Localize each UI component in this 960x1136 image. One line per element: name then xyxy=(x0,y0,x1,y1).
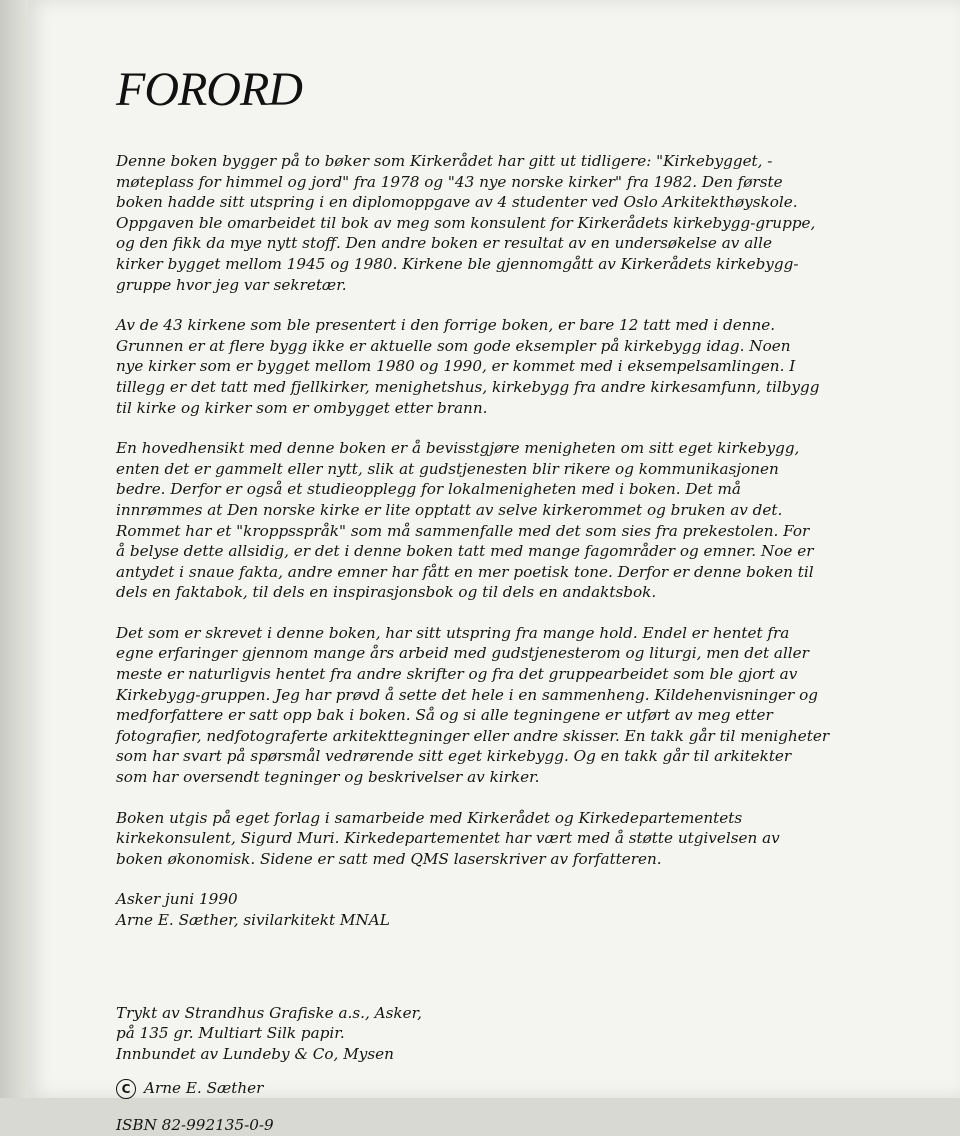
paragraph-line: boken hadde sitt utspring i en diplomoppgave av 4 studenter ved Oslo Arkitekthøyskole. xyxy=(116,193,798,212)
paragraph-line: Denne boken bygger på to bøker som Kirkerådet har gitt ut tidligere: "Kirkebygget, - xyxy=(116,152,773,170)
paragraph-line: bedre. Derfor er også et studieopplegg for lokalmenigheten med i boken. Det må xyxy=(116,480,741,499)
imprint-line: Trykt av Strandhus Grafiske a.s., Asker, xyxy=(116,1003,422,1022)
paragraph-line: meste er naturligvis hentet fra andre skrifter og fra det gruppearbeidet som ble gjort av xyxy=(116,665,798,684)
paragraph-line: medforfattere er satt opp bak i boken. Så og si alle tegningene er utført av meg etter xyxy=(116,706,773,725)
paragraph-line: Grunnen er at flere bygg ikke er aktuelle som gode eksempler på kirkebygg idag. Noen xyxy=(116,336,791,355)
page-title: FORORD xyxy=(116,63,302,116)
paragraph-line: En hovedhensikt med denne boken er å bevisstgjøre menigheten om sitt eget kirkebygg, xyxy=(116,439,800,458)
signature-author: Arne E. Sæther, sivilarkitekt MNAL xyxy=(116,911,390,929)
book-gutter xyxy=(0,0,28,1098)
paragraph-line: Oppgaven ble omarbeidet til bok av meg som konsulent for Kirkerådets kirkebygg-gruppe, xyxy=(116,213,816,232)
isbn-number: ISBN 82-992135-0-9 xyxy=(116,1115,274,1134)
paragraph-line: og den fikk da mye nytt stoff. Den andre boken er resultat av en undersøkelse av alle xyxy=(116,234,772,253)
imprint-block xyxy=(116,1003,906,1065)
paragraph-line: enten det er gammelt eller nytt, slik at gudstjenesten blir rikere og kommunikasjonen xyxy=(116,459,779,478)
foreword-content xyxy=(116,62,906,1136)
paragraph-line: til kirke og kirker som er ombygget etter brann. xyxy=(116,398,488,417)
paragraph-line: tillegg er det tatt med fjellkirker, menighetshus, kirkebygg fra andre kirkesamfunn, tilbygg xyxy=(116,377,820,396)
paragraph-line: nye kirker som er bygget mellom 1980 og 1990, er kommet med i eksempelsamlingen. I xyxy=(116,357,796,376)
paragraph-4 xyxy=(116,623,906,788)
paragraph-line: Det som er skrevet i denne boken, har sitt utspring fra mange hold. Endel er hentet fra xyxy=(116,623,790,642)
paragraph-line: innrømmes at Den norske kirke er lite opptatt av selve kirkerommet og bruken av det. xyxy=(116,500,783,519)
copyright-holder: Arne E. Sæther xyxy=(144,1079,264,1098)
paragraph-line: boken økonomisk. Sidene er satt med QMS laserskriver av forfatteren. xyxy=(116,849,662,868)
paragraph-line: møteplass for himmel og jord" fra 1978 og "43 nye norske kirker" fra 1982. Den første xyxy=(116,172,783,191)
paragraph-line: Boken utgis på eget forlag i samarbeide med Kirkerådet og Kirkedepartementets xyxy=(116,808,743,827)
isbn-line xyxy=(116,1115,906,1136)
paragraph-line: som har oversendt tegninger og beskrivelser av kirker. xyxy=(116,768,540,787)
paragraph-line: Rommet har et "kroppsspråk" som må sammenfalle med det som sies fra prekestolen. For xyxy=(116,521,810,540)
paragraph-3 xyxy=(116,438,906,603)
paragraph-line: å belyse dette allsidig, er det i denne boken tatt med mange fagområder og emner. Noe er xyxy=(116,542,814,561)
paragraph-line: Kirkebygg-gruppen. Jeg har prøvd å sette det hele i en sammenheng. Kildehenvisninger og xyxy=(116,685,819,704)
paragraph-5 xyxy=(116,808,906,870)
paragraph-line: kirkekonsulent, Sigurd Muri. Kirkedepartementet har vært med å støtte utgivelsen av xyxy=(116,829,780,848)
paragraph-line: antydet i snaue fakta, andre emner har fått en mer poetisk tone. Derfor er denne boken til xyxy=(116,562,814,581)
paragraph-line: som har svart på spørsmål vedrørende sitt eget kirkebygg. Og en takk går til arkitekter xyxy=(116,747,792,766)
paragraph-1 xyxy=(116,151,906,295)
paragraph-line: Av de 43 kirkene som ble presentert i den forrige boken, er bare 12 tatt med i denne. xyxy=(116,316,776,335)
paragraph-line: dels en faktabok, til dels en inspirasjonsbok og til dels en andaktsbok. xyxy=(116,583,657,602)
paragraph-line: kirker bygget mellom 1945 og 1980. Kirkene ble gjennomgått av Kirkerådets kirkebygg- xyxy=(116,254,799,273)
paragraph-line: egne erfaringer gjennom mange års arbeid med gudstjenesterom og liturgi, men det aller xyxy=(116,644,809,663)
copyright-line xyxy=(116,1078,906,1099)
signature-date: Asker juni 1990 xyxy=(116,890,238,909)
paragraph-2 xyxy=(116,315,906,418)
imprint-line: Innbundet av Lundeby & Co, Mysen xyxy=(116,1044,394,1063)
paragraph-line: fotografier, nedfotograferte arkitekttegninger eller andre skisser. En takk går til menigheter xyxy=(116,726,830,745)
copyright-icon: C xyxy=(116,1079,136,1099)
paragraph-line: gruppe hvor jeg var sekretær. xyxy=(116,275,347,294)
signature-block xyxy=(116,889,906,930)
imprint-line: på 135 gr. Multiart Silk papir. xyxy=(116,1024,345,1043)
